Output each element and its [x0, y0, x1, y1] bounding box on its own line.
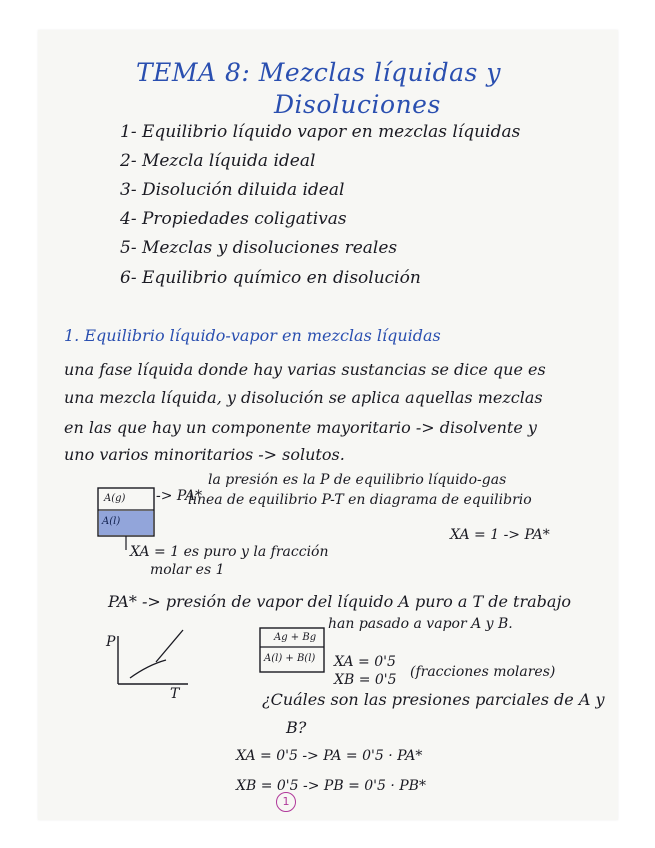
fraction-b: XB = 0'5: [334, 672, 397, 688]
toc-item: 4- Propiedades coligativas: [120, 209, 347, 229]
notebook-page: [38, 30, 618, 820]
box1-liquid-label: A(l): [102, 516, 121, 527]
axis-label-p: P: [106, 634, 116, 650]
box2-liquid-label: A(l) + B(l): [264, 653, 316, 664]
question-line1: ¿Cuáles son las presiones parciales de A y: [262, 690, 605, 709]
fraction-note-line2: molar es 1: [150, 562, 225, 578]
pressure-note-line2: línea de equilibrio P-T en diagrama de equilibrio: [188, 492, 532, 508]
toc-item: 6- Equilibrio químico en disolución: [120, 268, 421, 288]
fraction-a: XA = 0'5: [334, 654, 396, 670]
toc-item: 2- Mezcla líquida ideal: [120, 151, 316, 171]
toc-item: 5- Mezclas y disoluciones reales: [120, 238, 398, 258]
molar-fraction-note: (fracciones molares): [410, 664, 556, 680]
box1-arrow-label: -> PA*: [156, 488, 203, 504]
page-title-line1: TEMA 8: Mezclas líquidas y: [136, 58, 501, 87]
vapor-pressure-definition: PA* -> presión de vapor del líquido A puro a T de trabajo: [108, 592, 572, 611]
paragraph-line: uno varios minoritarios -> solutos.: [64, 445, 345, 464]
toc-item: 3- Disolución diluida ideal: [120, 180, 345, 200]
equation-b: XB = 0'5 -> PB = 0'5 · PB*: [236, 778, 426, 794]
paragraph-line: una mezcla líquida, y disolución se aplica aquellas mezclas: [64, 388, 543, 407]
equation-a: XA = 0'5 -> PA = 0'5 · PA*: [236, 748, 423, 764]
vaporized-note: han pasado a vapor A y B.: [328, 616, 513, 632]
paragraph-line: una fase líquida donde hay varias sustancias se dice que es: [64, 360, 546, 379]
section-heading: 1. Equilibrio líquido-vapor en mezclas líquidas: [64, 326, 441, 345]
fraction-note-line1: XA = 1 es puro y la fracción: [130, 544, 329, 560]
toc-item: 1- Equilibrio líquido vapor en mezclas líquidas: [120, 122, 521, 142]
box2-gas-label: Ag + Bg: [274, 632, 317, 643]
box1-gas-label: A(g): [104, 493, 126, 504]
pure-fraction-eq: XA = 1 -> PA*: [450, 527, 550, 543]
question-line2: B?: [286, 718, 307, 737]
paragraph-line: en las que hay un componente mayoritario -> disolvente y: [64, 418, 537, 437]
page-title-line2: Disoluciones: [274, 90, 441, 119]
axis-label-t: T: [170, 686, 180, 702]
page-number: 1: [276, 792, 296, 812]
pressure-note-line1: la presión es la P de equilibrio líquido-gas: [208, 472, 507, 488]
